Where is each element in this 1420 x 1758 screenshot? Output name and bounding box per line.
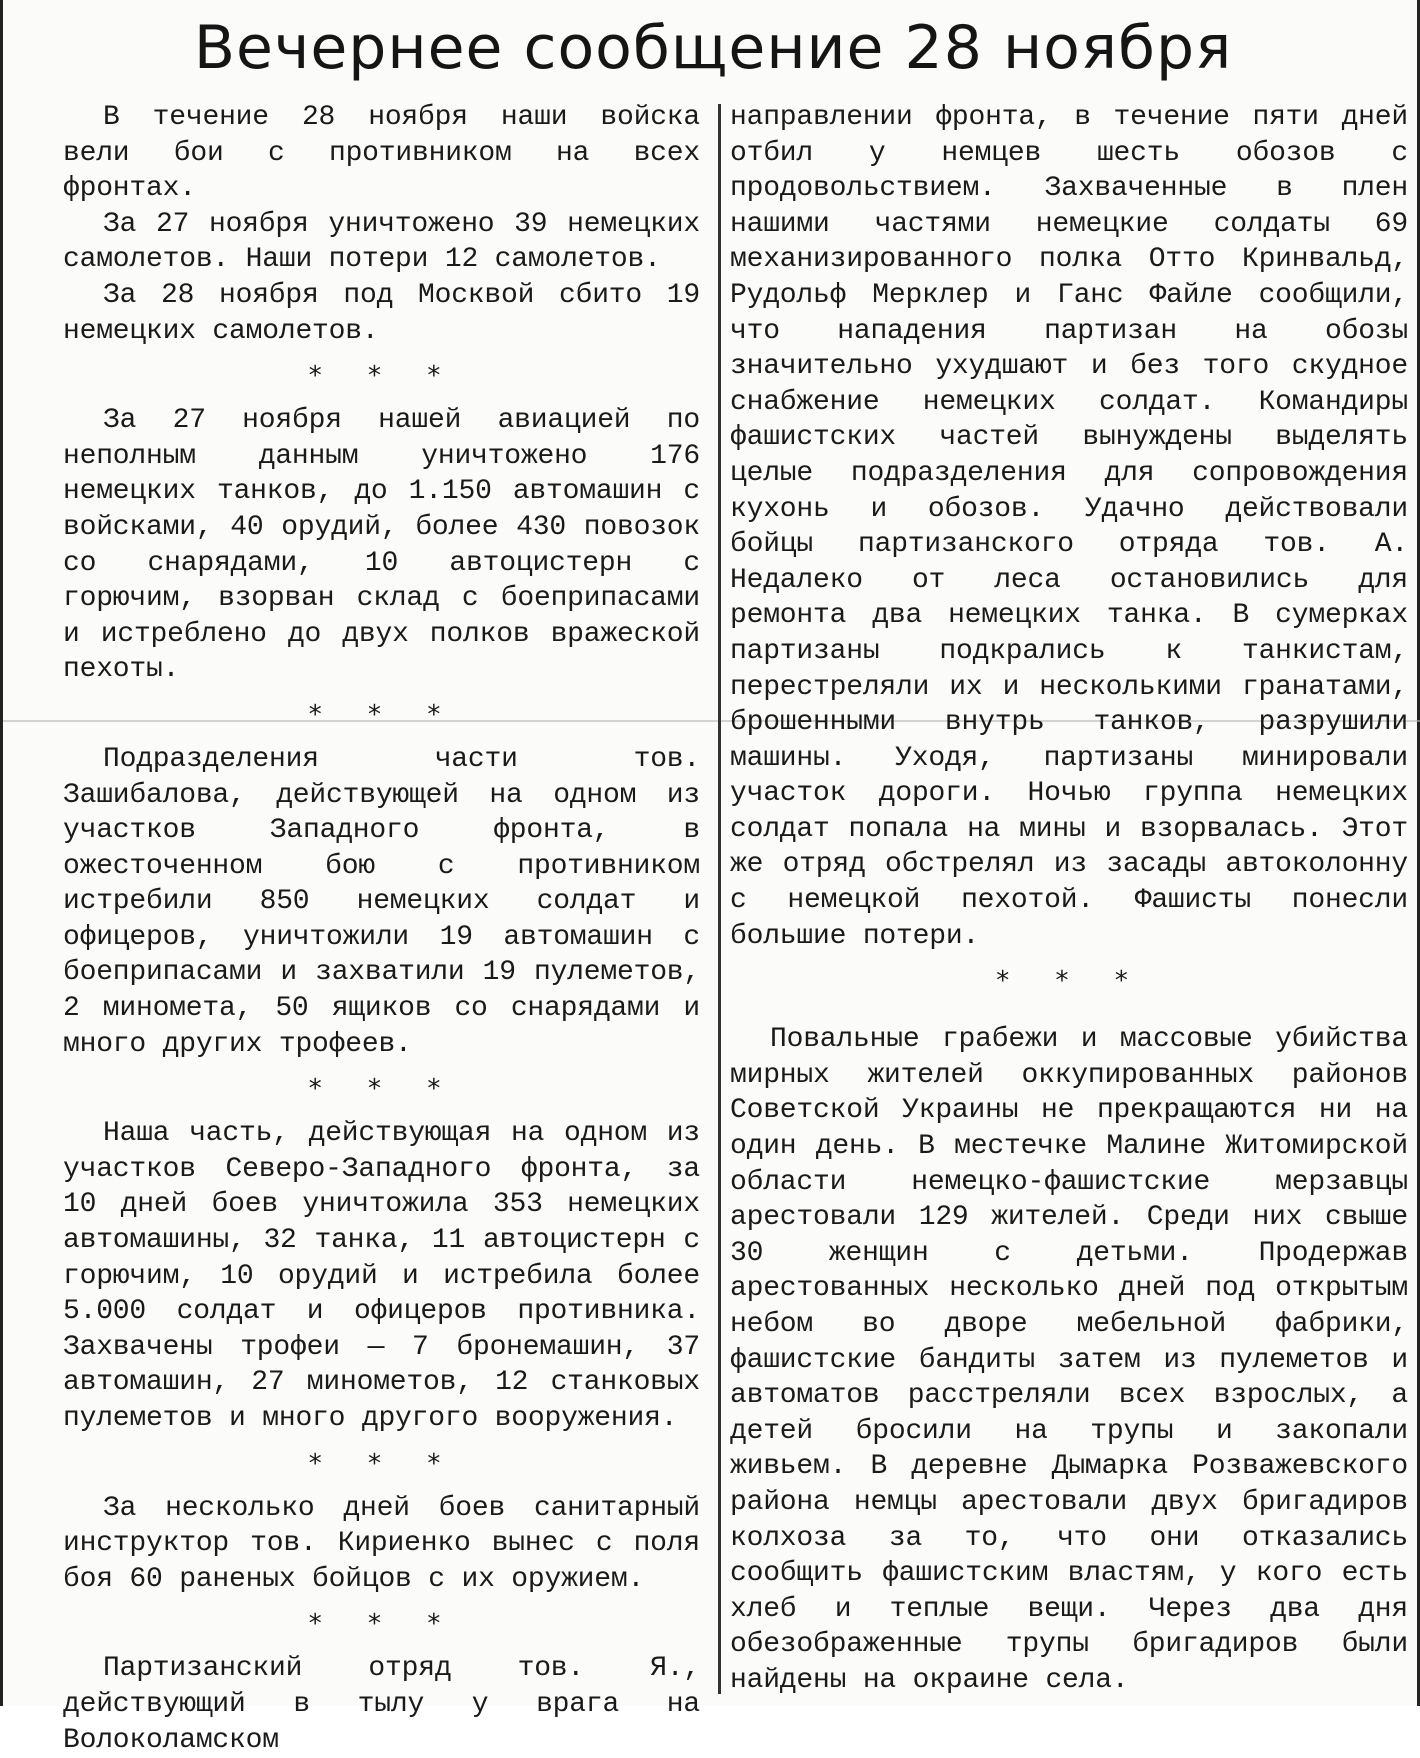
section-separator: * * *	[307, 1074, 456, 1105]
column-divider	[718, 104, 721, 1694]
spacer	[730, 1008, 1408, 1022]
paragraph: Повальные грабежи и массовые убийства мирных жителей оккупированных районов Советской Украины не прекращаются ни на один день. В местечке Малине Житомирской области немецко-фашистские мерзавцы арестовали 129 жителей. Среди них свыше 30 женщин с детьми. Продержав арестованных несколько дней под открытым небом во дворе мебельной фабрики, фашистские бандиты затем из пулеметов и автоматов расстреляли всех взрослых, а детей бросили на трупы и закопали живьем. В деревне Дымарка Розважевского района немцы арестовали двух бригадиров колхоза за то, что они отказались сообщить фашистским властям, у кого есть хлеб и теплые вещи. Через два дня обезображенные трупы бригадиров были найдены на окраине села.	[730, 1024, 1408, 1696]
section-separator: * * *	[307, 1609, 456, 1640]
paragraph: Наша часть, действующая на одном из участков Северо-Западного фронта, за 10 дней боев уничтожила 353 немецких автомашины, 32 танка, 11 автоцистерн с горючим, 10 орудий и истребила более 5.000 солдат и офицеров противника. Захвачены трофеи — 7 бронемашин, 37 автомашин, 27 минометов, 12 станковых пулеметов и много другого вооружения.	[63, 1118, 700, 1434]
paragraph: За 27 ноября нашей авиацией по неполным данным уничтожено 176 немецких танков, до 1.150 автомашин с войсками, 40 орудий, более 430 повозок со снарядами, 10 автоцистерн с горючим, взорван склад с боеприпасами и истреблено до двух полков вражеской пехоты.	[63, 405, 700, 686]
section-separator: * * *	[307, 699, 456, 730]
section-separator: * * *	[994, 966, 1144, 997]
section-separator: * * *	[307, 1448, 456, 1479]
paragraph: направлении фронта, в течение пяти дней отбил у немцев шесть обозов с продовольствием. Захваченные в плен нашими частями немецкие солдаты 69 механизированного полка Отто Кринвальд, Рудольф Мерклер и Ганс Файле сообщили, что нападения партизан на обозы значительно ухудшают и без того скудное снабжение немецких солдат. Командиры фашистских частей вынуждены выделять целые подразделения для сопровождения кухонь и обозов. Удачно действовали бойцы партизанского отряда тов. А. Недалеко от леса остановились для ремонта два немецких танка. В сумерках партизаны подкрались к танкистам, перестреляли их и несколькими гранатами, брошенными внутрь танков, разрушили машины. Уходя, партизаны минировали участок дороги. Ночью группа немецких солдат попала на мины и взорвалась. Этот же отряд обстрелял из засады автоколонну с немецкой пехотой. Фашисты понесли большие потери.	[730, 102, 1408, 952]
page-title: Вечернее сообщение 28 ноября	[193, 13, 1233, 83]
paragraph: За несколько дней боев санитарный инструктор тов. Кириенко вынес с поля боя 60 раненых бойцов с их оружием.	[63, 1492, 700, 1595]
paragraph: В течение 28 ноября наши войска вели бои с противником на всех фронтах.	[63, 102, 700, 205]
article-body	[21, 100, 1408, 1756]
left-column	[63, 100, 700, 1758]
right-column	[730, 100, 1408, 1699]
paragraph: Партизанский отряд тов. Я., действующий в тылу у врага на Волоколамском	[63, 1653, 700, 1756]
paragraph: Подразделения части тов. Зашибалова, действующей на одном из участков Западного фронта, в ожесточенном бою с противником истребили 850 немецких солдат и офицеров, уничтожили 19 автомашин с боеприпасами и захватили 19 пулеметов, 2 миномета, 50 ящиков со снарядами и много других трофеев.	[63, 743, 700, 1060]
paragraph: За 28 ноября под Москвой сбито 19 немецких самолетов.	[63, 279, 700, 347]
section-separator: * * *	[307, 361, 456, 392]
paragraph: За 27 ноября уничтожено 39 немецких самолетов. Наши потери 12 самолетов.	[63, 208, 700, 276]
